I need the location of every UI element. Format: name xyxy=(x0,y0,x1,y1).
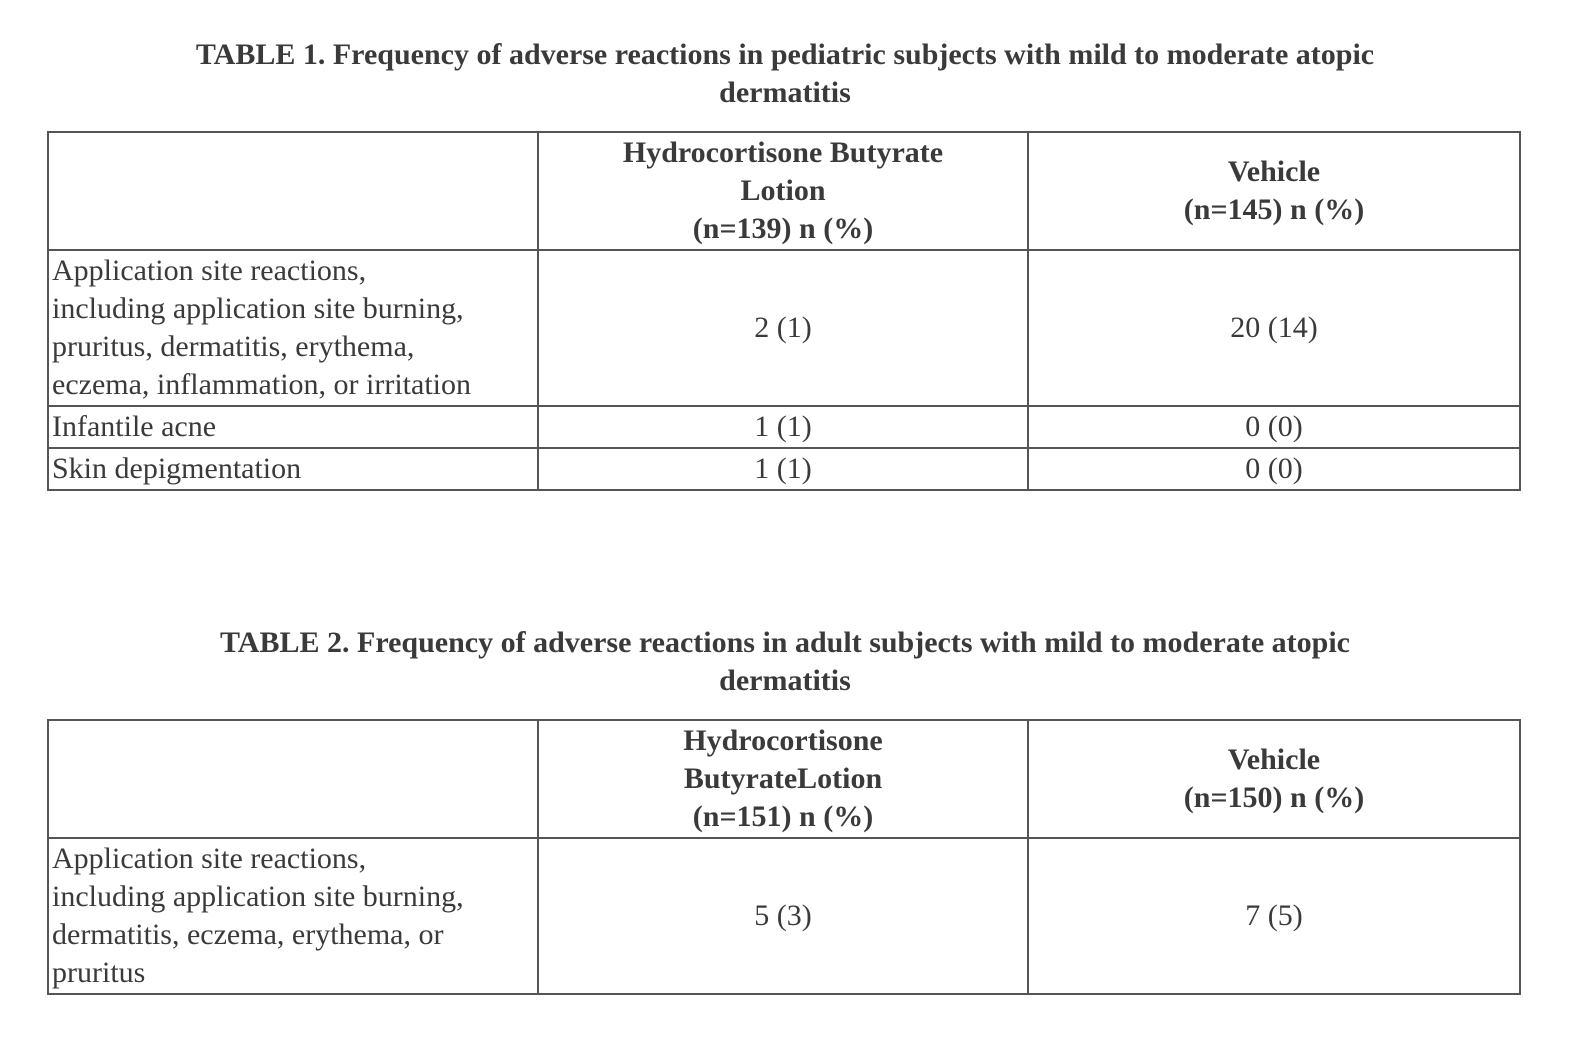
table-row xyxy=(48,406,1520,448)
table1-row1-vehicle: 20 (14) xyxy=(1028,250,1520,406)
table1-row1-treatment: 2 (1) xyxy=(538,250,1028,406)
table2-header-treatment-line2: ButyrateLotion xyxy=(683,762,883,795)
table1-row1-label-line3: pruritus, dermatitis, erythema, xyxy=(52,330,415,363)
table1-row1-label-line2: including application site burning, xyxy=(52,292,464,325)
table2-title-line2: dermatitis xyxy=(719,664,851,697)
table1-header-vehicle xyxy=(1028,132,1520,250)
table2-header-vehicle-line2: (n=150) n (%) xyxy=(1183,781,1365,814)
table1-row2-label: Infantile acne xyxy=(48,406,538,448)
table2-row1-label-line4: pruritus xyxy=(52,956,146,989)
table2-header-vehicle-line1: Vehicle xyxy=(1227,743,1321,776)
table2-row1-label-line1: Application site reactions, xyxy=(52,842,367,875)
table2-row1-treatment: 5 (3) xyxy=(538,838,1028,994)
table1-header-treatment-line2: Lotion xyxy=(740,174,826,207)
table2-header-treatment-line1: Hydrocortisone xyxy=(683,724,883,757)
table1-header-row xyxy=(48,132,1520,250)
table-row xyxy=(48,448,1520,490)
table1-row1-label-line1: Application site reactions, xyxy=(52,254,367,287)
table1-row3-treatment: 1 (1) xyxy=(538,448,1028,490)
table1-header-vehicle-line1: Vehicle xyxy=(1227,155,1321,188)
table2-row1-label-line2: including application site burning, xyxy=(52,880,464,913)
table2-row1-label xyxy=(48,838,538,994)
table1-header-treatment xyxy=(538,132,1028,250)
table2-title-line1: TABLE 2. Frequency of adverse reactions in adult subjects with mild to moderate atopic xyxy=(220,626,1350,659)
table1 xyxy=(47,131,1521,491)
table2 xyxy=(47,719,1521,995)
table1-row1-label-line4: eczema, inflammation, or irritation xyxy=(52,368,472,401)
table2-header-treatment xyxy=(538,720,1028,838)
table1-header-vehicle-line2: (n=145) n (%) xyxy=(1183,193,1365,226)
table2-header-vehicle xyxy=(1028,720,1520,838)
table-row xyxy=(48,250,1520,406)
table1-header-empty xyxy=(48,132,538,250)
table2-header-row xyxy=(48,720,1520,838)
table2-row1-label-line3: dermatitis, eczema, erythema, or xyxy=(52,918,444,951)
table2-header-treatment-line3: (n=151) n (%) xyxy=(692,800,874,833)
table1-row2-treatment: 1 (1) xyxy=(538,406,1028,448)
table1-row3-label: Skin depigmentation xyxy=(48,448,538,490)
table-row xyxy=(48,838,1520,994)
table1-header-treatment-line3: (n=139) n (%) xyxy=(692,212,874,245)
table2-header-empty xyxy=(48,720,538,838)
table1-title-line2: dermatitis xyxy=(719,76,851,109)
table2-title xyxy=(60,624,1510,700)
table1-title xyxy=(60,36,1510,112)
table1-row2-vehicle: 0 (0) xyxy=(1028,406,1520,448)
table1-row3-vehicle: 0 (0) xyxy=(1028,448,1520,490)
table1-header-treatment-line1: Hydrocortisone Butyrate xyxy=(622,136,944,169)
table1-title-line1: TABLE 1. Frequency of adverse reactions in pediatric subjects with mild to moderate atopic xyxy=(195,38,1375,71)
table1-row1-label xyxy=(48,250,538,406)
table2-row1-vehicle: 7 (5) xyxy=(1028,838,1520,994)
